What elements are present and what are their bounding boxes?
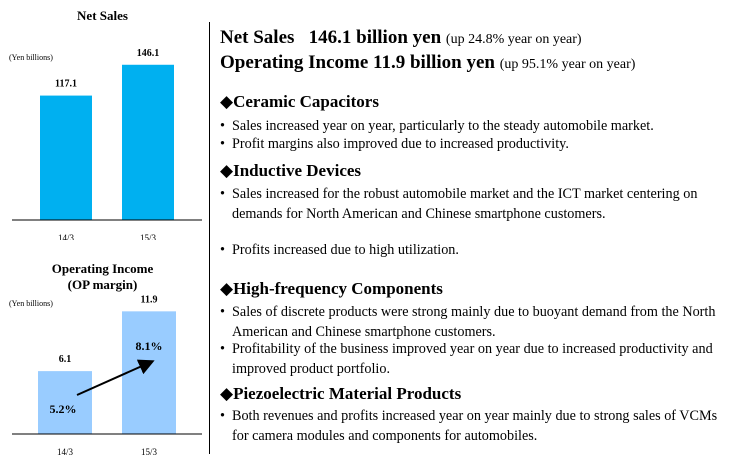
bullet-hf-2 — [220, 339, 745, 379]
operating-income-headline-label: Operating Income 11.9 billion yen — [220, 52, 495, 73]
net-sales-value-label: 117.1 — [55, 78, 77, 90]
vertical-divider — [209, 22, 210, 454]
bullet-ceramic-1 — [220, 116, 745, 136]
section-title-high-frequency-components: ◆High-frequency Components — [220, 279, 443, 298]
op-margin-label: 8.1% — [135, 339, 163, 353]
bullet-piezo-1 — [220, 406, 745, 446]
net-sales-headline — [220, 27, 582, 49]
bullet-text: Sales of discrete products were strong mainly due to buoyant demand from the North American and Chinese smartphone customers. — [232, 304, 716, 340]
net-sales-unit-label: (Yen billions) — [9, 53, 53, 62]
operating-income-value-label: 11.9 — [140, 294, 158, 306]
bullet-text: Profitability of the business improved year on year due to increased productivity and improved product portfolio. — [232, 341, 713, 377]
net-sales-chart-title: Net Sales — [77, 8, 128, 23]
operating-income-title-line-2: (OP margin) — [67, 277, 138, 292]
net-sales-headline-note: (up 24.8% year on year) — [445, 32, 582, 47]
net-sales-value-label: 146.1 — [136, 47, 160, 59]
operating-income-headline — [220, 52, 635, 74]
bullet-text: Both revenues and profits increased year on year mainly due to strong sales of VCMs for camera modules and components for automobiles. — [232, 408, 718, 444]
operating-income-tick-label: 15/3 — [140, 447, 158, 457]
bullet-dot: • — [220, 186, 225, 202]
bullet-inductive-1 — [220, 184, 745, 224]
bullet-dot: • — [220, 136, 225, 152]
net-sales-tick-label: 15/3 — [139, 233, 157, 240]
operating-income-unit-label: (Yen billions) — [9, 299, 53, 308]
net-sales-tick-label: 14/3 — [57, 233, 75, 240]
bullet-text: Sales increased year on year, particularly to the steady automobile market. — [232, 118, 654, 134]
bullet-dot: • — [220, 408, 225, 424]
bullet-hf-1 — [220, 302, 745, 342]
bullet-text: Sales increased for the robust automobile market and the ICT market centering on demands for North American and Chinese smartphone customers. — [232, 186, 698, 222]
section-title-piezoelectric-material-products: ◆Piezoelectric Material Products — [220, 384, 462, 403]
operating-income-value-label: 6.1 — [58, 354, 72, 366]
net-sales-headline-label: Net Sales 146.1 billion yen — [220, 27, 442, 48]
section-title-inductive-devices: ◆Inductive Devices — [220, 161, 362, 180]
bullet-dot: • — [220, 304, 225, 320]
bullet-dot: • — [220, 118, 225, 134]
bullet-text: Profits increased due to high utilization. — [232, 242, 459, 258]
bullet-text: Profit margins also improved due to increased productivity. — [232, 136, 569, 152]
operating-income-chart — [0, 0, 205, 465]
section-title-ceramic-capacitors: ◆Ceramic Capacitors — [220, 92, 379, 111]
operating-income-headline-note: (up 95.1% year on year) — [499, 57, 636, 72]
operating-income-title-line-1: Operating Income — [51, 261, 154, 276]
operating-income-bar — [122, 311, 176, 434]
bullet-inductive-2 — [220, 240, 745, 260]
op-margin-label: 5.2% — [49, 402, 77, 416]
bullet-dot: • — [220, 242, 225, 258]
operating-income-tick-label: 14/3 — [56, 447, 74, 457]
bullet-dot: • — [220, 341, 225, 357]
bullet-ceramic-2 — [220, 134, 745, 154]
